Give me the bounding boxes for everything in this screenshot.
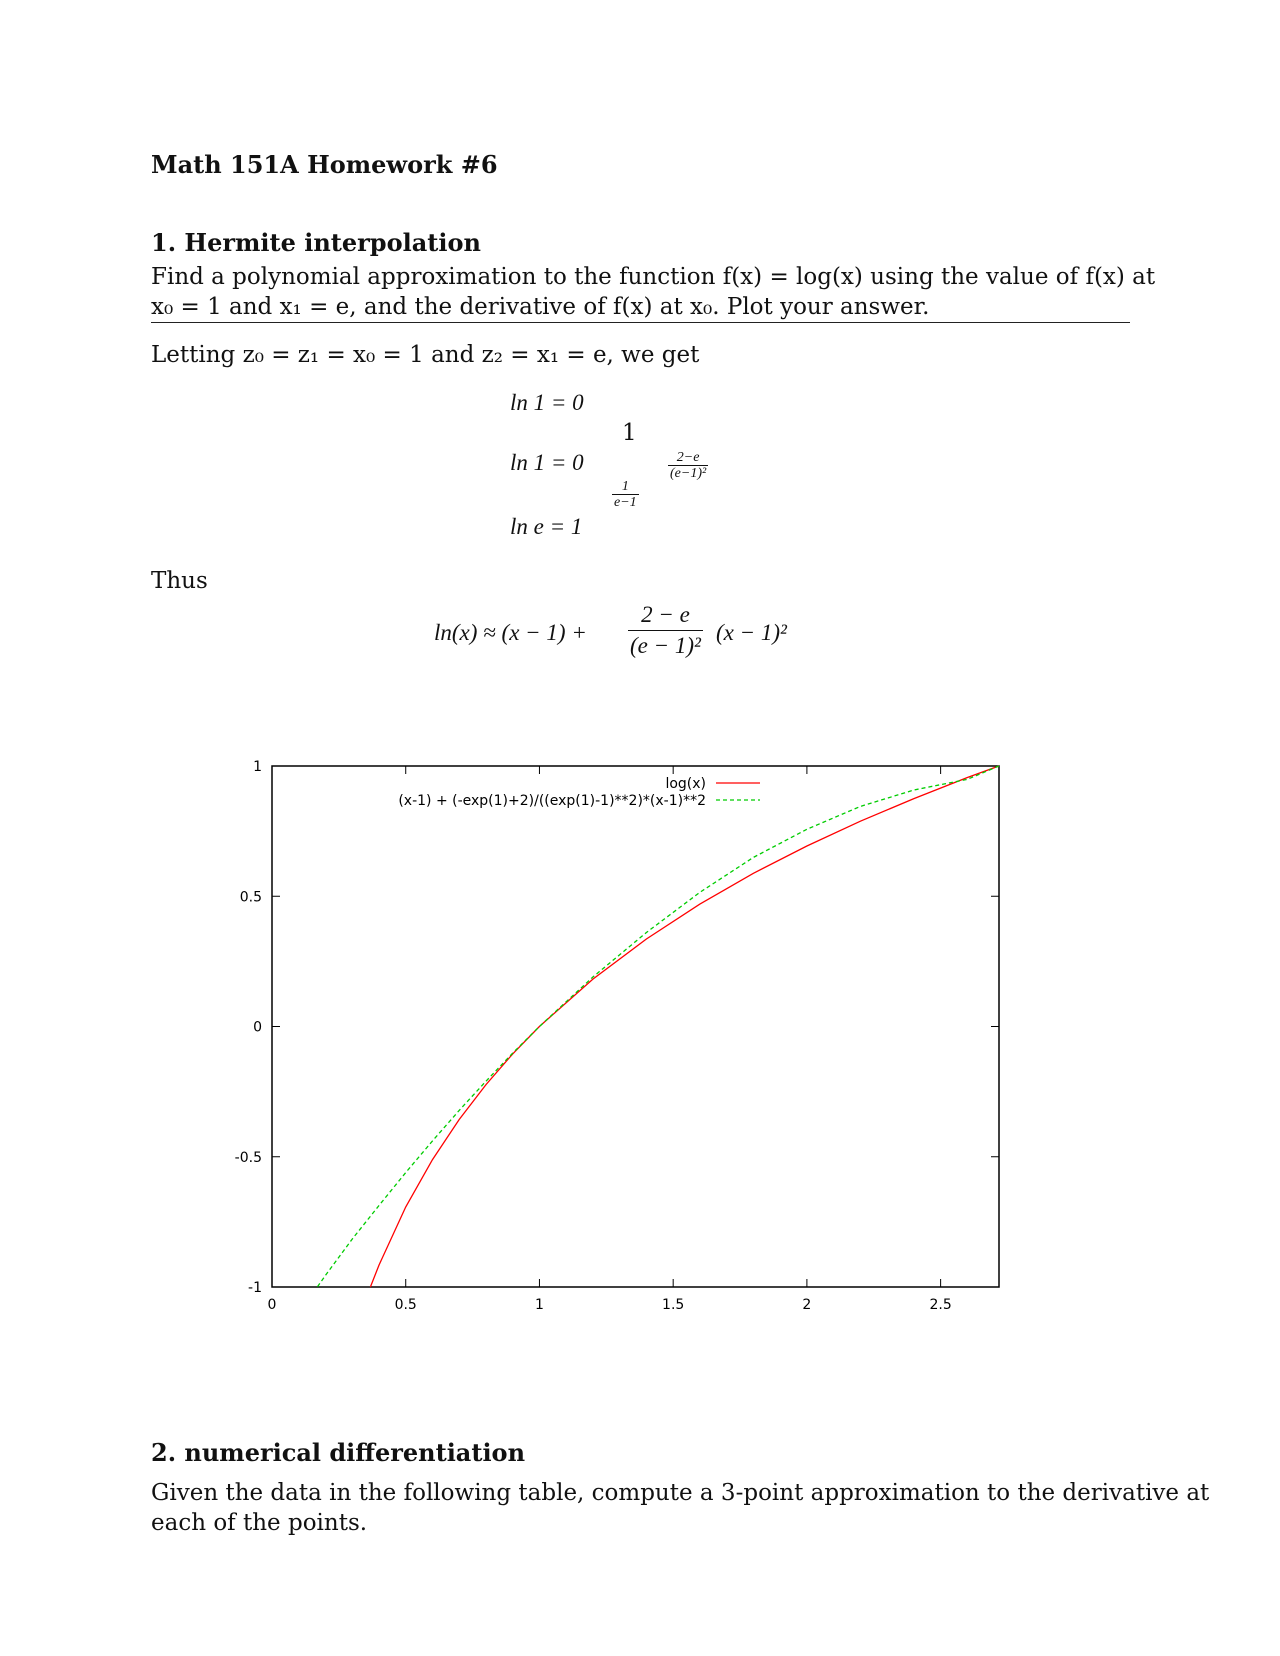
- legend-label-1: log(x): [665, 776, 706, 792]
- x-tick-label: 0.5: [394, 1297, 417, 1313]
- result-rhs: (x − 1)²: [716, 620, 787, 645]
- x-tick-label: 2: [802, 1297, 812, 1313]
- plot-frame: [272, 766, 999, 1287]
- x-tick-label: 1: [534, 1297, 544, 1313]
- y-tick-label: 0: [253, 1019, 262, 1036]
- y-tick-label: -1: [248, 1280, 262, 1296]
- document-title: Math 151A Homework #6: [151, 150, 498, 179]
- problem1-statement-line2: x₀ = 1 and x₁ = e, and the derivative of f(x) at x₀. Plot your answer.: [151, 294, 930, 320]
- dd-first-order-top: 1: [622, 420, 637, 446]
- y-tick-label: 1: [253, 759, 262, 775]
- dd-row-3: ln e = 1: [510, 514, 583, 539]
- problem2-heading: 2. numerical differentiation: [151, 1438, 526, 1467]
- dd-first-order-bottom-den: e−1: [614, 495, 637, 510]
- dd-second-order-den: (e−1)²: [670, 466, 707, 481]
- result-lhs: ln(x) ≈ (x − 1) +: [434, 620, 587, 645]
- dd-first-order-bottom-num: 1: [612, 479, 639, 495]
- problem2-statement-line2: each of the points.: [151, 1510, 368, 1536]
- letting-sentence: Letting z₀ = z₁ = x₀ = 1 and z₂ = x₁ = e, we get: [151, 342, 700, 368]
- problem1-statement-line1: Find a polynomial approximation to the function f(x) = log(x) using the value of f(x) at: [151, 264, 1156, 290]
- dd-row-1: ln 1 = 0: [510, 390, 584, 415]
- series-line-1: [370, 766, 999, 1287]
- problem1-heading: 1. Hermite interpolation: [151, 228, 481, 257]
- y-tick-label: -0.5: [234, 1149, 262, 1166]
- result-fraction-den: (e − 1)²: [630, 633, 701, 658]
- x-tick-label: 2.5: [929, 1297, 952, 1313]
- dd-second-order-num: 2−e: [668, 450, 708, 466]
- x-tick-label: 1.5: [662, 1297, 685, 1313]
- x-tick-label: 0: [267, 1297, 277, 1313]
- legend-label-2: (x-1) + (-exp(1)+2)/((exp(1)-1)**2)*(x-1)**2: [398, 793, 706, 809]
- dd-row-2: ln 1 = 0: [510, 450, 584, 475]
- y-tick-label: 0.5: [239, 889, 262, 906]
- problem2-statement-line1: Given the data in the following table, compute a 3-point approximation to the derivative at: [151, 1480, 1210, 1506]
- thus-label: Thus: [151, 568, 208, 594]
- series-line-2: [318, 766, 999, 1287]
- result-fraction-num: 2 − e: [628, 600, 703, 631]
